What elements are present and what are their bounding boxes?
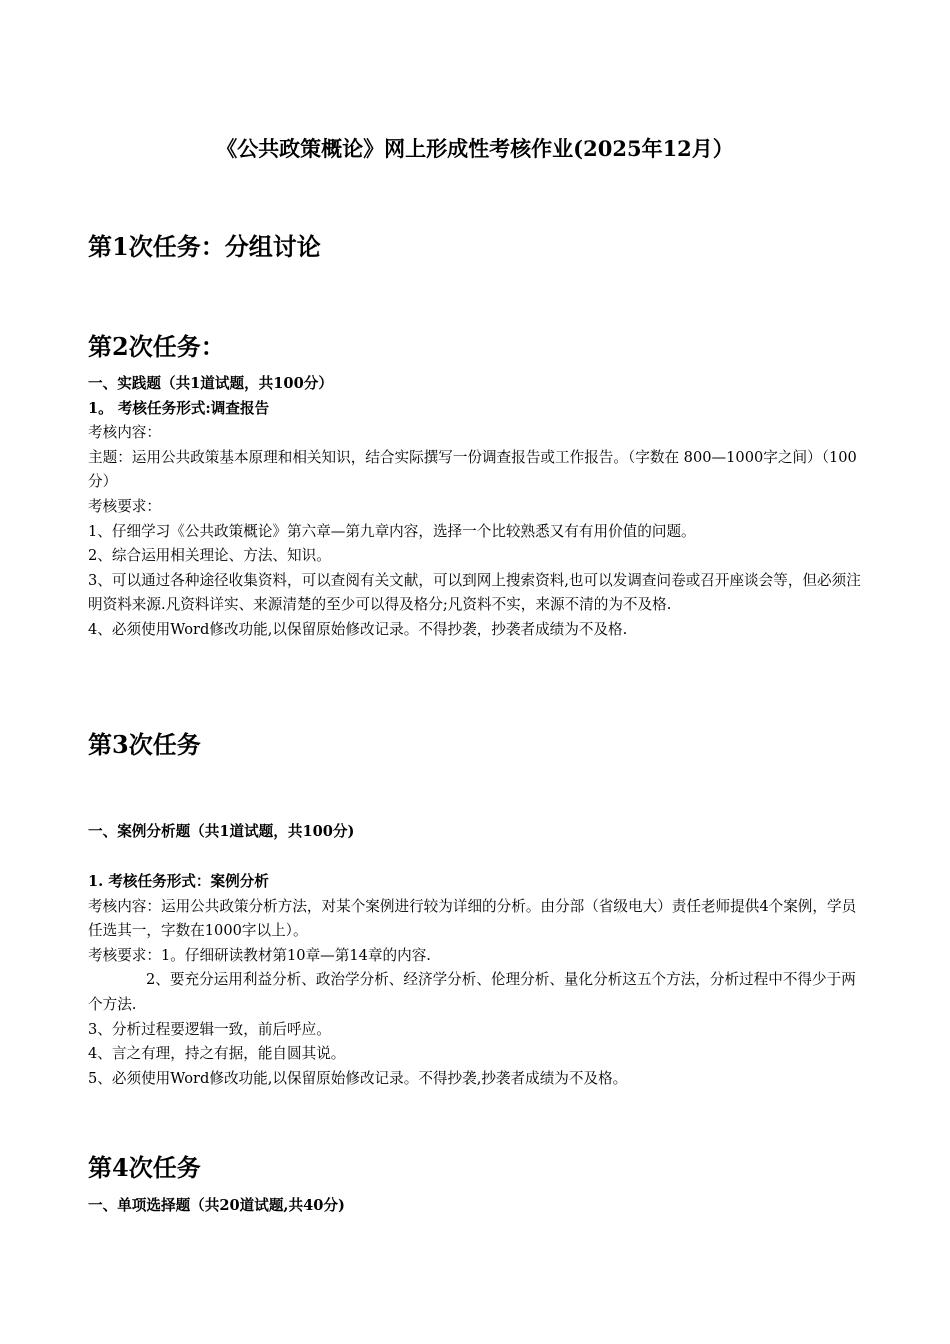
task3-section-title (88, 820, 866, 845)
document-title: 《公共政策概论》网上形成性考核作业(2025年12月） (216, 136, 734, 161)
task3-body (88, 870, 866, 1091)
task2-requirement-3: 3、可以通过各种途径收集资料，可以查阅有关文献，可以到网上搜索资料,也可以发调查问卷或召开座谈会等，但必须注明资料来源.凡资料详实、来源清楚的至少可以得及格分;凡资料不实，来源不清的为不及格. (88, 571, 861, 614)
task2-requirement-1: 1、仔细学习《公共政策概论》第六章—第九章内容，选择一个比较熟悉又有有用价值的问题。 (88, 522, 696, 540)
task2-topic: 主题：运用公共政策基本原理和相关知识，结合实际撰写一份调查报告或工作报告。（字数在 800—1000字之间）（100分） (88, 448, 857, 491)
task1-heading: 第1次任务：分组讨论 (88, 232, 321, 261)
task3-section-text: 一、案例分析题（共1道试题，共100分) (88, 823, 355, 840)
task2-heading: 第2次任务： (88, 332, 225, 361)
task4-body (88, 1194, 866, 1219)
task3-heading: 第3次任务 (88, 730, 201, 759)
task2-requirement-4: 4、必须使用Word修改功能,以保留原始修改记录。不得抄袭，抄袭者成绩为不及格. (88, 620, 628, 638)
task2-section-title: 一、实践题（共1道试题，共100分） (88, 375, 333, 392)
task4-heading: 第4次任务 (88, 1153, 201, 1182)
task2-requirement-2: 2、综合运用相关理论、方法、知识。 (88, 547, 331, 565)
task3-requirements-intro: 考核要求：1。仔细研读教材第10章—第14章的内容. (88, 946, 431, 964)
task3-content: 考核内容：运用公共政策分析方法，对某个案例进行较为详细的分析。由分部（省级电大）责任老师提供4个案例，学员任选其一，字数在1000字以上）。 (88, 897, 857, 940)
task3-requirement-4: 4、言之有理，持之有据，能自圆其说。 (88, 1045, 346, 1063)
task2-item-title: 1。 考核任务形式:调查报告 (88, 399, 270, 417)
task2-requirements-label: 考核要求： (88, 497, 161, 515)
task3-requirement-2: 2、要充分运用利益分析、政治学分析、经济学分析、伦理分析、量化分析这五个方法，分析过程中不得少于两个方法. (88, 971, 856, 1013)
task4-section-title: 一、单项选择题（共20道试题,共40分) (88, 1197, 345, 1214)
task3-requirement-3: 3、分析过程要逻辑一致，前后呼应。 (88, 1020, 331, 1038)
task3-item-title: 1. 考核任务形式：案例分析 (88, 873, 269, 890)
task2-body (88, 372, 866, 643)
task3-requirement-5: 5、必须使用Word修改功能,以保留原始修改记录。不得抄袭,抄袭者成绩为不及格。 (88, 1069, 628, 1087)
task2-content-label: 考核内容： (88, 424, 161, 442)
